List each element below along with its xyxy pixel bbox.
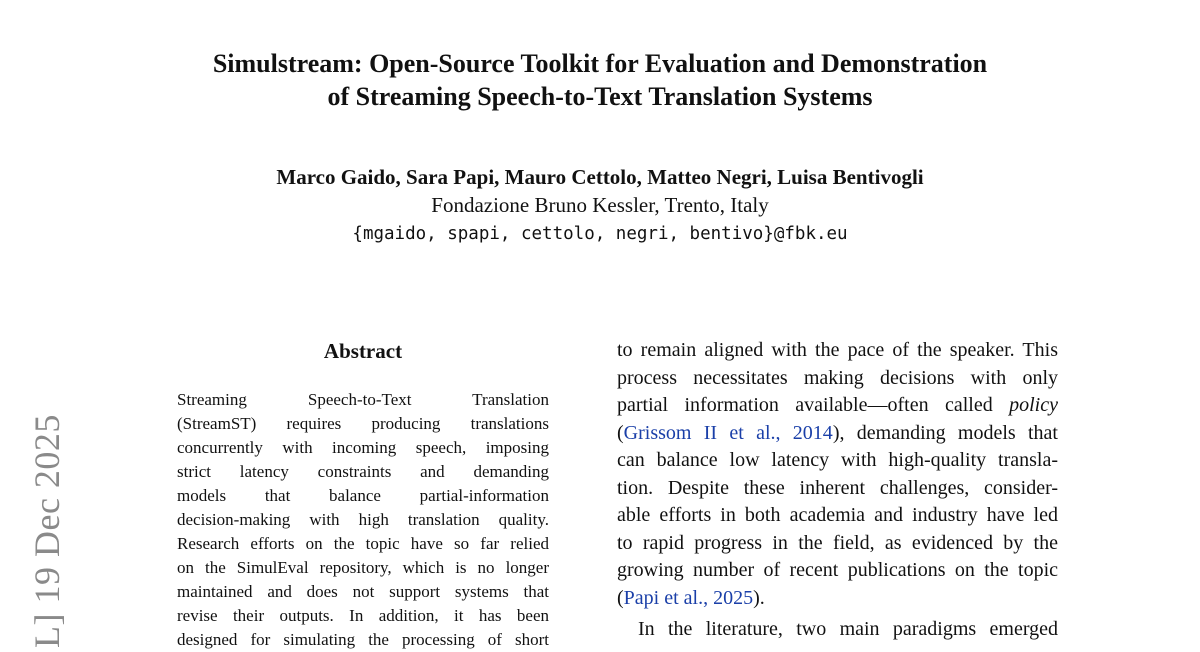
body-line: to remain aligned with the pace of the speaker. This: [617, 339, 1058, 361]
abstract-line: models that balance partial-information: [177, 486, 549, 505]
body-line: can balance low latency with high-quality transla-: [617, 449, 1058, 471]
abstract-line: on the SimulEval repository, which is no longer: [177, 558, 549, 577]
abstract-line: maintained and does not support systems that: [177, 582, 549, 601]
body-line: process necessitates making decisions with only: [617, 366, 1058, 389]
arxiv-side-stamp: L] 19 Dec 2025: [27, 414, 67, 648]
abstract-body: [177, 388, 549, 652]
affiliation: Fondazione Bruno Kessler, Trento, Italy: [431, 193, 769, 217]
body-line: (Grissom II et al., 2014), demanding models that: [617, 421, 1058, 444]
title-line-2: of Streaming Speech-to-Text Translation Systems: [327, 82, 873, 111]
body-line: able efforts in both academia and industry have led: [617, 504, 1058, 526]
paper-title: [0, 47, 1200, 113]
abstract-line: designed for simulating the processing of short: [177, 630, 549, 649]
abstract-line: (StreamST) requires producing translations: [177, 414, 549, 433]
abstract-line: revise their outputs. In addition, it has been: [177, 606, 549, 625]
abstract-line: decision-making with high translation quality.: [177, 510, 549, 529]
author-list: Marco Gaido, Sara Papi, Mauro Cettolo, Matteo Negri, Luisa Bentivogli: [276, 165, 924, 189]
body-line: tion. Despite these inherent challenges, consider-: [617, 476, 1058, 499]
body-line: (Papi et al., 2025).: [617, 586, 765, 609]
abstract-line: strict latency constraints and demanding: [177, 462, 549, 481]
abstract-heading: Abstract: [323, 339, 403, 363]
citation-link-grissom[interactable]: Grissom II et al., 2014: [623, 421, 833, 444]
body-line: partial information available—often called policy: [617, 394, 1058, 416]
policy-term: policy: [1009, 394, 1058, 416]
body-line: to rapid progress in the field, as evidenced by the: [617, 531, 1058, 554]
intro-body-text: [617, 337, 1058, 644]
author-emails: {mgaido, spapi, cettolo, negri, bentivo}@fbk.eu: [352, 224, 848, 244]
abstract-line: Research efforts on the topic have so far relied: [177, 534, 549, 553]
abstract-line: Streaming Speech-to-Text Translation: [177, 390, 549, 409]
body-line: growing number of recent publications on the topic: [617, 559, 1058, 581]
citation-link-papi[interactable]: Papi et al., 2025: [623, 586, 754, 609]
abstract-line: concurrently with incoming speech, imposing: [177, 438, 549, 457]
body-line: In the literature, two main paradigms emerged: [638, 618, 1058, 640]
title-line-1: Simulstream: Open-Source Toolkit for Evaluation and Demonstration: [212, 49, 988, 78]
